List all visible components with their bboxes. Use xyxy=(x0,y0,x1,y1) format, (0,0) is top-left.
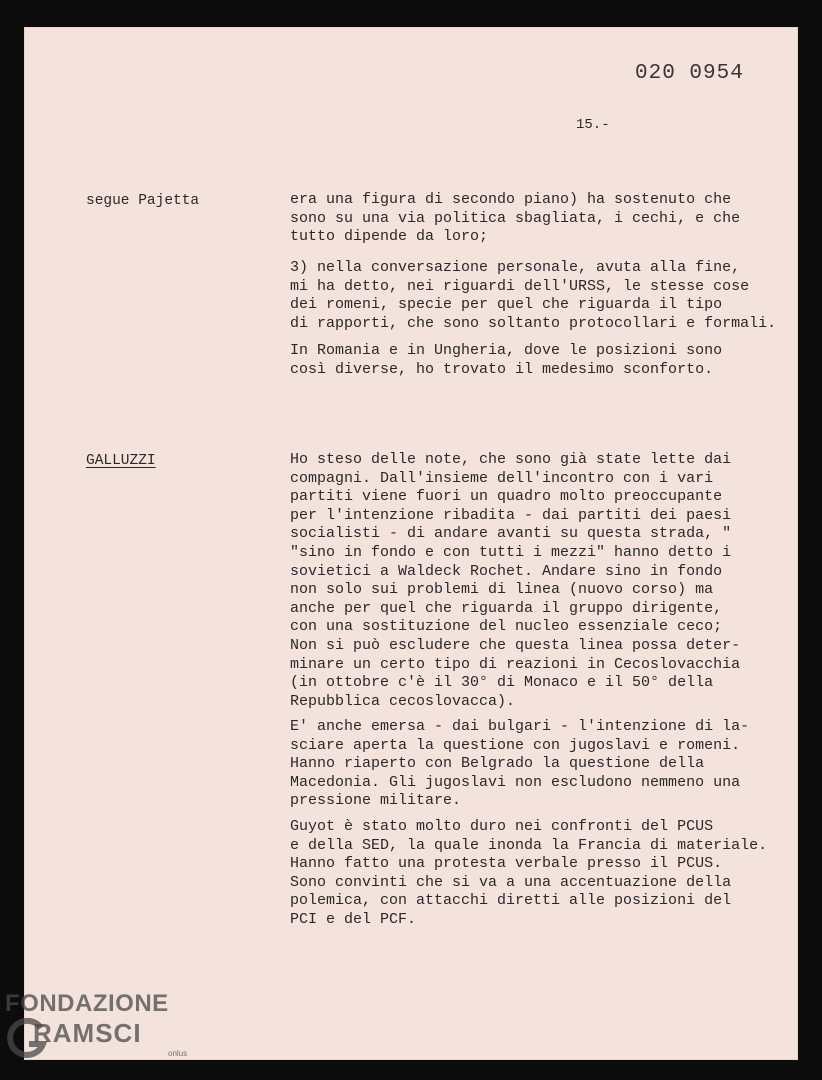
paragraph: era una figura di secondo piano) ha sostenuto che sono su una via politica sbagliata, i cechi, e che tutto dipende da loro; xyxy=(290,191,741,246)
paragraph: 3) nella conversazione personale, avuta alla fine, mi ha detto, nei riguardi dell'URSS, le stesse cose dei romeni, specie per quel che riguarda il tipo di rapporti, che sono soltanto protocollari e formali. xyxy=(290,259,777,332)
archive-number: 020 0954 xyxy=(635,62,744,85)
watermark-suffix: onlus xyxy=(168,1049,188,1058)
paragraph: Guyot è stato molto duro nei confronti del PCUS e della SED, la quale inonda la Francia di materiale. Hanno fatto una protesta verbale presso il PCUS. Sono convinti che si va a una accentuazione della polemica, con attacchi diretti alle posizioni del PCI e del PCF. xyxy=(290,818,768,928)
watermark-line1: FONDAZIONE xyxy=(5,990,169,1017)
paragraph: In Romania e in Ungheria, dove le posizioni sono così diverse, ho trovato il medesimo sconforto. xyxy=(290,342,723,378)
paragraph: Ho steso delle note, che sono già state lette dai compagni. Dall'insieme dell'incontro con i vari partiti viene fuori un quadro molto preoccupante per l'intenzione ribadita - dai partiti dei paesi socialisti - di andare avanti su questa strada, " "sino in fondo e con tutti i mezzi" hanno detto i sovietici a Waldeck Rochet. Andare sino in fondo non solo sui problemi di linea (nuovo corso) ma anche per quel che riguarda il gruppo dirigente, con una sostituzione del nucleo essenziale ceco; Non si può escludere che questa linea possa deter- minare un certo tipo di reazioni in Cecoslovacchia (in ottobre c'è il 30° di Monaco e il 50° della Repubblica cecoslovacca). xyxy=(290,451,741,710)
watermark-line2: RAMSCI xyxy=(33,1018,142,1048)
page-number: 15.- xyxy=(576,117,610,133)
speaker-label: segue Pajetta xyxy=(86,193,200,209)
paragraph: E' anche emersa - dai bulgari - l'intenzione di la- sciare aperta la questione con jugoslavi e romeni. Hanno riaperto con Belgrado la questione della Macedonia. Gli jugoslavi non escludono nemmeno una pressione militare. xyxy=(290,718,750,810)
speaker-label: GALLUZZI xyxy=(86,453,156,469)
fondazione-gramsci-watermark xyxy=(5,990,205,1070)
